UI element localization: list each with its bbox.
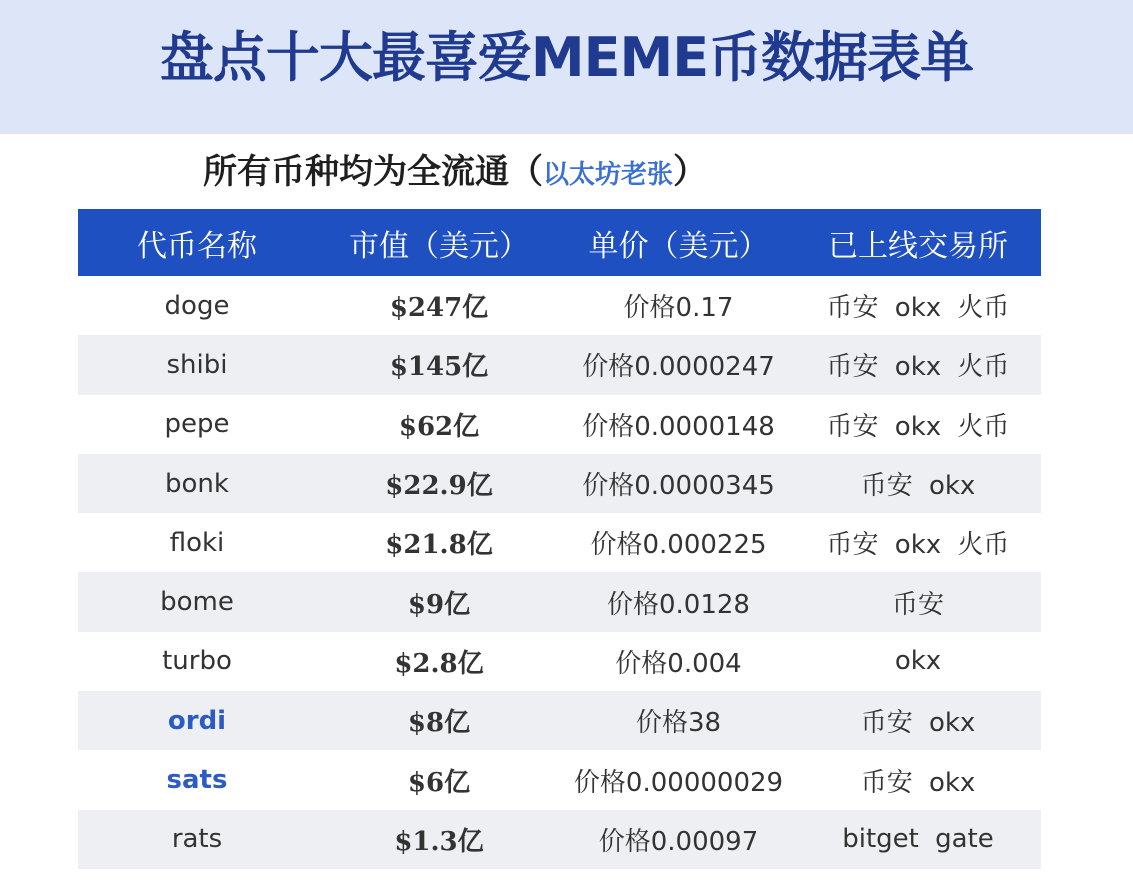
exchanges-cell: 币安 okx	[860, 767, 976, 798]
token-name-cell: floki	[169, 527, 225, 558]
exchanges-cell: 币安	[795, 572, 1041, 631]
exchanges-cell: 币安 okx 火币	[826, 411, 1010, 442]
table-row	[78, 335, 1041, 394]
table-row	[78, 513, 1041, 572]
market-cap-cell: $2.8亿	[394, 648, 484, 679]
token-name-cell: bome	[78, 572, 316, 631]
table-row	[78, 632, 1041, 691]
unit-price-cell: 价格0.17	[623, 293, 734, 324]
token-name-cell: sats	[166, 765, 228, 796]
header-token-name: 代币名称	[78, 209, 316, 276]
subtitle-open-paren: （	[509, 152, 543, 192]
table-row	[78, 572, 1041, 631]
token-name-cell: doge	[164, 290, 230, 321]
token-name-cell: pepe	[164, 409, 230, 440]
table-body	[78, 276, 1041, 869]
unit-price-cell: 价格0.00000029	[573, 767, 784, 798]
market-cap-cell: $21.8亿	[385, 530, 493, 561]
exchanges-cell: 币安 okx 火币	[826, 293, 1010, 324]
table-row	[78, 691, 1041, 750]
unit-price-cell: 价格0.004	[615, 648, 742, 679]
market-cap-cell: $62亿	[398, 411, 480, 442]
market-cap-cell: $1.3亿	[316, 810, 562, 869]
exchanges-cell: 币安 okx 火币	[826, 530, 1010, 561]
exchanges-cell: bitget gate	[795, 810, 1041, 869]
subtitle-main: 所有币种均为全流通	[203, 152, 509, 192]
table-header-row	[78, 209, 1041, 276]
table-row	[78, 276, 1041, 335]
market-cap-cell: $22.9亿	[316, 454, 562, 513]
title-banner	[0, 0, 1133, 134]
table-row	[78, 454, 1041, 513]
market-cap-cell: $9亿	[316, 572, 562, 631]
market-cap-cell: $247亿	[389, 293, 489, 324]
token-name-cell: turbo	[162, 646, 232, 677]
header-exchanges: 已上线交易所	[795, 209, 1041, 276]
token-name-cell: ordi	[78, 691, 316, 750]
table-row	[78, 810, 1041, 869]
header-unit-price: 单价（美元）	[562, 209, 795, 276]
exchanges-cell: okx	[894, 646, 942, 677]
subtitle-author-note: 以太坊老张	[543, 160, 674, 190]
page-title: 盘点十大最喜爱MEME币数据表单	[159, 26, 974, 89]
market-cap-cell: $6亿	[407, 767, 471, 798]
market-cap-cell: $8亿	[316, 691, 562, 750]
token-name-cell: bonk	[78, 454, 316, 513]
subtitle-close-paren: ）	[673, 152, 708, 192]
exchanges-cell: 币安 okx	[795, 691, 1041, 750]
table-row	[78, 750, 1041, 809]
table-row	[78, 395, 1041, 454]
unit-price-cell: 价格0.0000148	[582, 411, 775, 442]
token-name-cell: shibi	[78, 335, 316, 394]
header-market-cap: 市值（美元）	[316, 209, 562, 276]
unit-price-cell: 价格0.0000345	[562, 454, 795, 513]
unit-price-cell: 价格38	[562, 691, 795, 750]
exchanges-cell: 币安 okx	[795, 454, 1041, 513]
subtitle	[203, 150, 707, 194]
exchanges-cell: 币安 okx 火币	[795, 335, 1041, 394]
market-cap-cell: $145亿	[316, 335, 562, 394]
token-name-cell: rats	[78, 810, 316, 869]
unit-price-cell: 价格0.0128	[562, 572, 795, 631]
unit-price-cell: 价格0.00097	[562, 810, 795, 869]
unit-price-cell: 价格0.000225	[590, 530, 767, 561]
unit-price-cell: 价格0.0000247	[562, 335, 795, 394]
meme-coin-table	[78, 209, 1041, 869]
